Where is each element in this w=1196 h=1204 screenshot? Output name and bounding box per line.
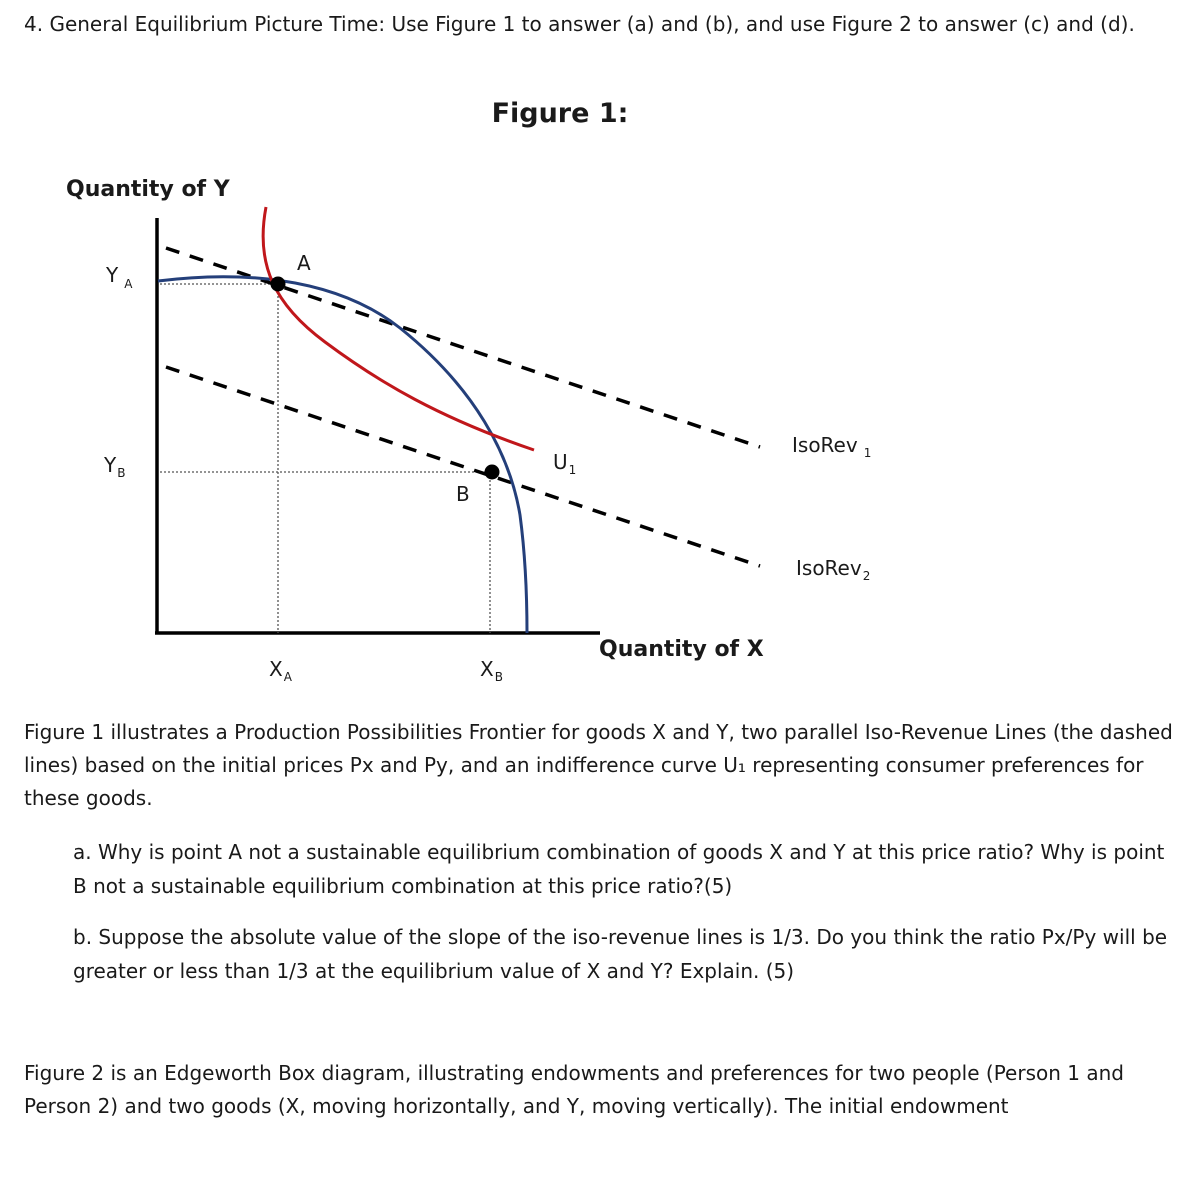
point-a-label: A [297, 251, 311, 275]
isorev-2-label: IsoRev$_2$ [796, 556, 871, 583]
figure-title: Figure 1: [491, 98, 629, 129]
part-a-question: a. Why is point A not a sustainable equilibrium combination of goods X and Y at this price ratio? Why is point B not a sustainable equilibrium combination at this price ratio?(5) [73, 840, 1165, 898]
isorev-1-label: IsoRev $_1$ [792, 433, 872, 460]
figure-1-diagram [0, 80, 1196, 700]
u1-label: $U_1$ [553, 450, 577, 477]
xb-label: $X_B$ [480, 657, 503, 684]
figure-description: Figure 1 illustrates a Production Possibilities Frontier for goods X and Y, two parallel Iso-Revenue Lines (the dashed lines) based on the initial prices Px and Py, and an indifference curve U₁ representing consumer preferences for these goods. [24, 720, 1173, 810]
ppf-curve [158, 277, 527, 633]
x-axis-label: Quantity of X [599, 637, 764, 662]
yb-label: $Y_B$ [104, 453, 126, 480]
part-b-question: b. Suppose the absolute value of the slope of the iso-revenue lines is 1/3. Do you think the ratio Px/Py will be greater or less than 1/3 at the equilibrium value of X and Y? Explain. (5) [73, 925, 1168, 983]
point-b-label: B [456, 482, 470, 506]
point-b-dot [485, 465, 500, 480]
isorev-2-line [166, 367, 760, 566]
ya-label: Y $_A$ [106, 263, 133, 291]
figure-2-intro: Figure 2 is an Edgeworth Box diagram, illustrating endowments and preferences for two people (Person 1 and Person 2) and two goods (X, moving horizontally, and Y, moving vertically). The initial endowment [24, 1061, 1124, 1118]
question-intro: 4. General Equilibrium Picture Time: Use Figure 1 to answer (a) and (b), and use Figure 2 to answer (c) and (d). [24, 12, 1135, 36]
y-axis-label: Quantity of Y [66, 177, 230, 202]
xa-label: $X_A$ [269, 657, 292, 684]
point-a-dot [271, 277, 286, 292]
